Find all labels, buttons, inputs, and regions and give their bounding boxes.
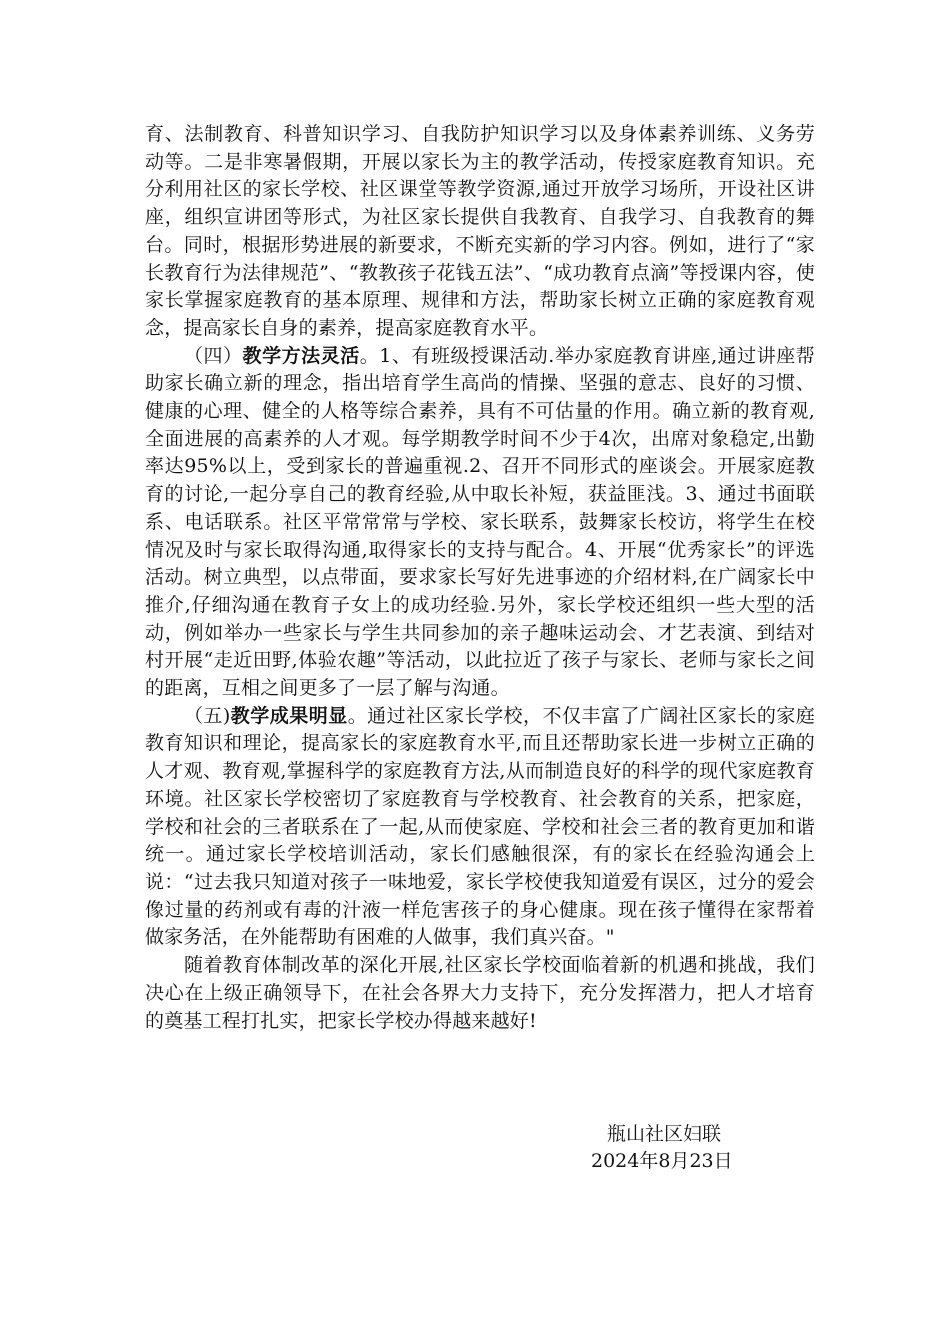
closing-paragraph: 随着教育体制改革的深化开展,社区家长学校面临着新的机遇和挑战，我们决心在上级正确领导下，在社会各界大力支持下，充分发挥潜力，把人才培育的奠基工程打扎实，把家长学校办得越来越好!	[145, 954, 815, 1032]
section-teaching-methods	[145, 343, 815, 703]
signature-organization: 瓶山社区妇联	[607, 1123, 722, 1145]
section-body: 。1、有班级授课活动.举办家庭教育讲座,通过讲座帮助家长确立新的理念，指出培育学生高尚的情操、坚强的意志、良好的习惯、健康的心理、健全的人格等综合素养，具有不可估量的作用。确立新的教育观,全面进展的高素养的人才观。每学期教学时间不少于4次，出席对象稳定,出勤率达95%以上，受到家长的普遍重视.2、召开不同形式的座谈会。开展家庭教育的讨论,一起分享自己的教育经验,从中取长补短，获益匪浅。3、通过书面联系、电话联系。社区平常常常与学校、家长联系，鼓舞家长校访，将学生在校情况及时与家长取得沟通,取得家长的支持与配合。4、开展“优秀家长”的评选活动。树立典型，以点带面，要求家长写好先进事迹的介绍材料,在广阔家长中推介,仔细沟通在教育子女上的成功经验.另外，家长学校还组织一些大型的活动，例如举办一些家长与学生共同参加的亲子趣味运动会、才艺表演、到结对村开展“走近田野,体验农趣”等活动，以此拉近了孩子与家长、老师与家长之间的距离，互相之间更多了一层了解与沟通。	[145, 344, 815, 700]
paragraph-continued: 育、法制教育、科普知识学习、自我防护知识学习以及身体素养训练、义务劳动等。二是非寒暑假期，开展以家长为主的教学活动，传授家庭教育知识。充分利用社区的家长学校、社区课堂等教学资源,通过开放学习场所，开设社区讲座，组织宣讲团等形式，为社区家长提供自我教育、自我学习、自我教育的舞台。同时，根据形势进展的新要求，不断充实新的学习内容。例如，进行了“家长教育行为法律规范”、“教教孩子花钱五法”、“成功教育点滴”等授课内容，使家长掌握家庭教育的基本原理、规律和方法，帮助家长树立正确的家庭教育观念，提高家长自身的素养，提高家庭教育水平。	[145, 123, 815, 339]
section-heading: 教学成果明显	[230, 704, 348, 727]
signature-date: 2024年8月23日	[591, 1150, 733, 1172]
section-number: （五)	[183, 704, 231, 727]
section-teaching-results	[145, 703, 815, 952]
section-number: （四）	[183, 344, 243, 367]
section-body: 。通过社区家长学校，不仅丰富了广阔社区家长的家庭教育知识和理论，提高家长的家庭教育水平,而且还帮助家长进一步树立正确的人才观、教育观,掌握科学的家庭教育方法,从而制造良好的科学的现代家庭教育环境。社区家长学校密切了家庭教育与学校教育、社会教育的关系，把家庭，学校和社会的三者联系在了一起,从而使家庭、学校和社会三者的教育更加和谐统一。通过家长学校培训活动，家长们感触很深，有的家长在经验沟通会上说：“过去我只知道对孩子一味地爱，家长学校使我知道爱有误区，过分的爱会像过量的药剂或有毒的汁液一样危害孩子的身心健康。现在孩子懂得在家帮着做家务活，在外能帮助有困难的人做事，我们真兴奋。"	[145, 704, 815, 949]
document-body	[145, 121, 815, 1035]
section-heading: 教学方法灵活	[242, 344, 360, 367]
